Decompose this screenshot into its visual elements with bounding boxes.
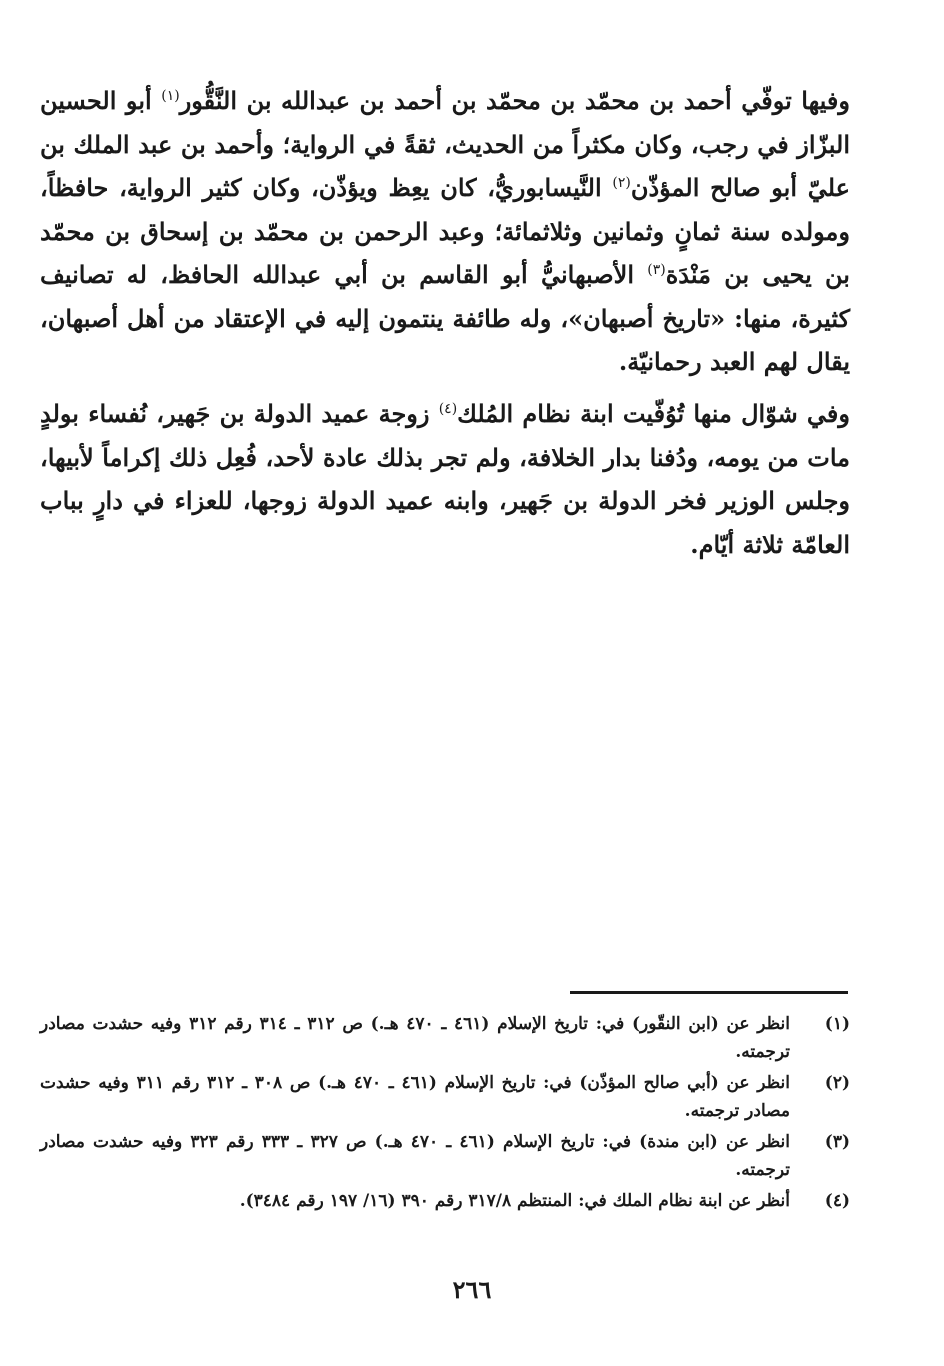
paragraph-text: أبو الحسين البزّاز في رجب، وكان مكثراً من الحديث، ثقةً في الرواية؛ وأحمد بن عبد الملك بن عليّ أبو صالح المؤذّن [40,86,850,202]
footnote-item [40,1128,850,1184]
paragraph-text: الأصبهانيُّ أبو القاسم بن أبي عبدالله الحافظ، له تصانيف كثيرة، منها: «تاريخ أصبهان»، وله طائفة ينتمون إليه في الإعتقاد من أهل أصبهان، يقال لهم العبد رحمانيّة. [40,260,850,376]
footnote-number: (١) [824,1014,850,1034]
footnote-text: انظر عن (ابن مندة) في: تاريخ الإسلام (٤٦١ ـ ٤٧٠ هـ.) ص ٣٢٧ ـ ٣٣٣ رقم ٣٢٣ وفيه حشدت مصادر ترجمته. [40,1132,790,1180]
footnotes-section [40,1010,850,1218]
footnote-reference: (٢) [612,175,631,191]
footnote-number: (٢) [824,1073,850,1093]
paragraph-text: وفي شوّال منها تُوُفّيت ابنة نظام المُلك [457,399,850,428]
paragraph-text: زوجة عميد الدولة بن جَهير، نُفساء بولدٍ مات من يومه، ودُفنا بدار الخلافة، ولم تجر بذلك عادة لأحد، فُعِل ذلك إكراماً لأبيها، وجلس الوزير فخر الدولة بن جَهير، وابنه عميد الدولة زوجها، للعزاء في دارٍ بباب العامّة ثلاثة أيّام. [40,399,850,559]
page-number: ٢٦٦ [452,1275,492,1304]
footnote-text: انظر عن (أبي صالح المؤذّن) في: تاريخ الإسلام (٤٦١ ـ ٤٧٠ هـ.) ص ٣٠٨ ـ ٣١٢ رقم ٣١١ وفيه حشدت مصادر ترجمته. [40,1073,791,1121]
footnote-text: انظر عن (ابن النقّور) في: تاريخ الإسلام (٤٦١ ـ ٤٧٠ هـ.) ص ٣١٢ ـ ٣١٤ رقم ٣١٢ وفيه حشدت مصادر ترجمته. [40,1014,790,1062]
body-paragraph-1 [40,79,850,384]
paragraph-text: وفيها توفّي أحمد بن محمّد بن محمّد بن أحمد بن عبدالله بن النَّقُّور [179,86,850,115]
body-paragraph-2 [40,392,850,566]
footnote-number: (٤) [824,1191,850,1211]
footnote-reference: (٣) [647,262,666,278]
paragraph-text: النَّيسابوريُّ، كان يعِظ ويؤذّن، وكان كثير الرواية، حافظاً، ومولده سنة ثمانٍ وثمانين وثلاثمائة؛ وعبد الرحمن بن محمّد بن إسحاق بن محمّد بن يحيى بن مَنْدَة [40,173,850,289]
footnote-reference: (٤) [438,401,458,417]
footnote-number: (٣) [824,1132,850,1152]
footnote-item [40,1010,850,1066]
footnote-text: أنظر عن ابنة نظام الملك في: المنتظم ٣١٧/٨ رقم ٣٩٠ (١٦/ ١٩٧ رقم ٣٤٨٤). [239,1191,790,1211]
footnote-item [40,1069,850,1125]
footnote-item [40,1187,850,1215]
footnote-separator [570,991,848,994]
footnote-reference: (١) [161,88,180,104]
